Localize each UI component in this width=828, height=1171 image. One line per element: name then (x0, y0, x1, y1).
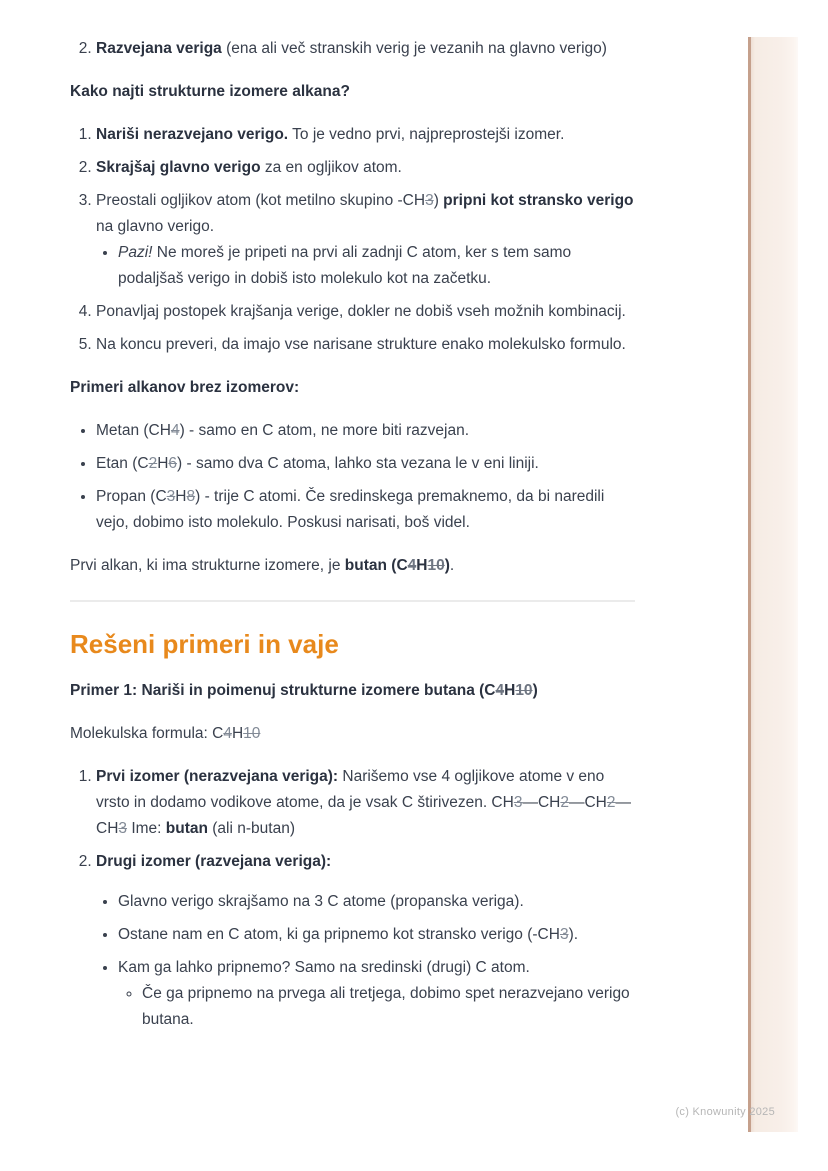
point-where-to-attach (118, 955, 635, 1033)
solved-examples-section-title: Rešeni primeri in vaje (70, 629, 339, 659)
molecular-formula-paragraph: Molekulska formula: C4H10 (70, 725, 261, 742)
point-where-to-attach-text: Kam ga lahko pripnemo? Samo na sredinski (drugi) C atom. (118, 959, 530, 976)
heading-alkanes-without-isomers: Primeri alkanov brez izomerov: (70, 379, 300, 396)
chain-types-list (70, 36, 635, 62)
isomer-finding-steps-list (70, 122, 635, 358)
butane-second-isomer-label: Drugi izomer (razvejana veriga): (96, 853, 332, 870)
second-isomer-points-list (96, 889, 635, 1033)
step-attach-side-chain-text: Preostali ogljikov atom (kot metilno skupino -CH3) pripni kot stransko verigo na glavno verigo. (96, 192, 634, 235)
section-divider (70, 600, 635, 602)
warning-note-item: • Pazi! Ne moreš je pripeti na prvi ali zadnji C atom, ker s tem samo podaljšaš verigo in dobiš isto molekulo kot na začetku. (118, 240, 635, 292)
butane-second-isomer (96, 849, 635, 1033)
heading-how-to-find-isomers: Kako najti strukturne izomere alkana? (70, 83, 350, 100)
first-isomer-alkane-paragraph: Prvi alkan, ki ima strukturne izomere, je butan (C4H10). (70, 557, 455, 574)
butane-isomers-list (70, 764, 635, 1033)
attach-warning-list (118, 981, 635, 1033)
document-content (70, 36, 635, 1050)
copyright-watermark: (c) Knowunity 2025 (675, 1106, 775, 1118)
step-repeat-shortening: 4. Ponavljaj postopek krajšanja verige, dokler ne dobiš vseh možnih kombinacij. (96, 299, 635, 325)
example-propan: • Propan (C3H8) - trije C atomi. Če sredinskega premaknemo, da bi naredili vejo, dobimo isto molekulo. Poskusi narisati, boš videl. (96, 484, 635, 536)
example-metan: • Metan (CH4) - samo en C atom, ne more biti razvejan. (96, 418, 635, 444)
page-edge-stripe (748, 37, 798, 1132)
chain-type-item-branched: 2. Razvejana veriga (ena ali več stranskih verig je vezanih na glavno verigo) (96, 36, 635, 62)
step-shorten-chain: 2. Skrajšaj glavno verigo za en ogljikov atom. (96, 155, 635, 181)
warning-note-list (96, 240, 635, 292)
point-remaining-carbon: • Ostane nam en C atom, ki ga pripnemo kot stransko verigo (-CH3). (118, 922, 635, 948)
step-verify-formula: 5. Na koncu preveri, da imajo vse narisane strukture enako molekulsko formulo. (96, 332, 635, 358)
butane-first-isomer: 1. Prvi izomer (nerazvejana veriga): Narišemo vse 4 ogljikove atome v eno vrsto in dodamo vodikove atome, da je vsak C štirivezen. CH3—CH2—CH2—CH3 Ime: butan (ali n-butan) (96, 764, 635, 842)
point-shorten-to-propane: • Glavno verigo skrajšamo na 3 C atome (propanska veriga). (118, 889, 635, 915)
step-attach-side-chain (96, 188, 635, 292)
attach-warning-item: ◦ Če ga pripnemo na prvega ali tretjega, dobimo spet nerazvejano verigo butana. (142, 981, 635, 1033)
step-draw-unbranched: 1. Nariši nerazvejano verigo. To je vedno prvi, najpreprostejši izomer. (96, 122, 635, 148)
heading-primer-1: Primer 1: Nariši in poimenuj strukturne izomere butana (C4H10) (70, 682, 538, 699)
no-isomer-examples-list (70, 418, 635, 536)
example-etan: • Etan (C2H6) - samo dva C atoma, lahko sta vezana le v eni liniji. (96, 451, 635, 477)
